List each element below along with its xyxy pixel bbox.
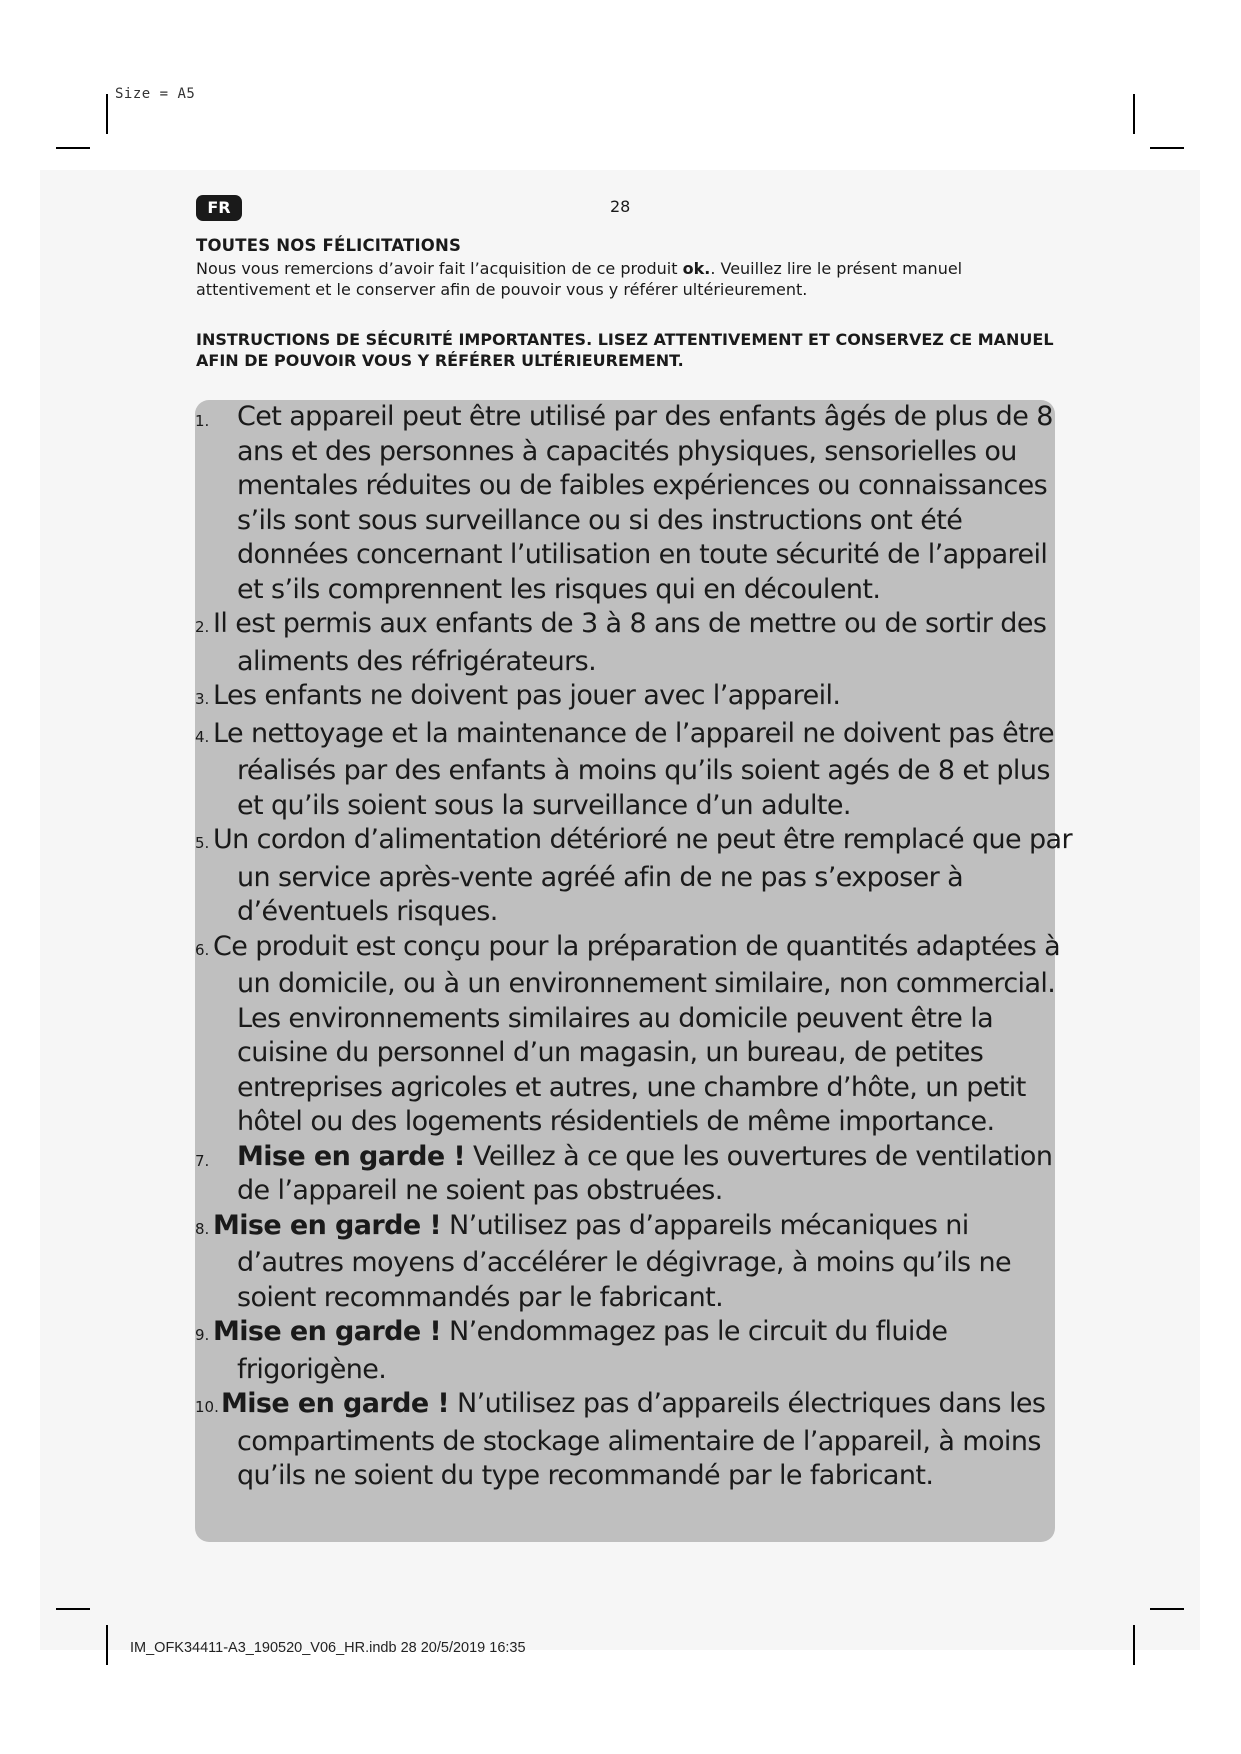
item-text: Ce produit est conçu pour la préparation de quantités adaptées à un domicile, ou à un environnement similaire, non commercial. Les environnements similaires au domicile peuvent être la cuisine du personnel d’un magasin, un bureau, de petites entreprises agricoles et autres, une chambre d’hôte, un petit hôtel ou des logements résidentiels de même importance. (213, 930, 1061, 1137)
safety-item (195, 607, 1075, 679)
safety-item (195, 1315, 1075, 1387)
crop-mark-bottom-right-horizontal (1150, 1608, 1184, 1610)
item-number: 6. (195, 940, 210, 959)
item-number: 1. (195, 412, 210, 430)
crop-mark-top-right-vertical (1133, 94, 1135, 134)
crop-mark-top-right-horizontal (1150, 147, 1184, 149)
safety-instructions-list (195, 400, 1075, 1494)
crop-mark-top-left-horizontal (56, 147, 90, 149)
size-label: Size = A5 (115, 86, 196, 102)
item-number: 7. (195, 1151, 210, 1170)
safety-item (195, 1140, 1075, 1209)
safety-item (195, 1387, 1075, 1494)
safety-item (195, 1209, 1075, 1316)
safety-instructions-heading: INSTRUCTIONS DE SÉCURITÉ IMPORTANTES. LISEZ ATTENTIVEMENT ET CONSERVEZ CE MANUEL AFIN DE POUVOIR VOUS Y RÉFÉRER ULTÉRIEUREMENT. (196, 330, 1054, 370)
item-number: 10. (195, 1398, 219, 1416)
safety-item (195, 679, 1075, 717)
intro-text-after: . Veuillez lire le présent manuel attentivement et le conserver afin de pouvoir vous y référer ultérieurement. (196, 259, 963, 299)
brand-name: ok. (682, 259, 711, 278)
congratulations-title: TOUTES NOS FÉLICITATIONS (196, 236, 462, 255)
intro-text-before: Nous vous remercions d’avoir fait l’acquisition de ce produit (196, 259, 683, 278)
safety-item (195, 400, 1075, 607)
crop-mark-bottom-left-horizontal (56, 1608, 90, 1610)
item-number: 9. (195, 1326, 210, 1344)
warning-label: Mise en garde ! (237, 1140, 466, 1172)
item-text: N’endommagez pas le circuit du fluide frigorigène. (237, 1316, 948, 1385)
intro-paragraph (196, 258, 1056, 300)
language-badge: FR (196, 195, 242, 221)
item-number: 3. (195, 690, 210, 708)
warning-label: Mise en garde ! (221, 1388, 450, 1419)
item-text: Les enfants ne doivent pas jouer avec l’appareil. (213, 680, 841, 711)
crop-mark-bottom-left-vertical (106, 1625, 108, 1665)
item-text: N’utilisez pas d’appareils électriques dans les compartiments de stockage alimentaire de l’appareil, à moins qu’ils ne soient du type recommandé par le fabricant. (237, 1388, 1046, 1491)
item-number: 2. (195, 618, 210, 636)
crop-mark-top-left-vertical (106, 94, 108, 134)
item-number: 8. (195, 1219, 210, 1238)
warning-label: Mise en garde ! (213, 1209, 442, 1241)
safety-item (195, 930, 1075, 1140)
item-text: Le nettoyage et la maintenance de l’appareil ne doivent pas être réalisés par des enfants à moins qu’ils soient agés de 8 et plus et qu’ils soient sous la surveillance d’un adulte. (213, 717, 1054, 821)
print-slug-footer: IM_OFK34411-A3_190520_V06_HR.indb 28 20/5/2019 16:35 (130, 1640, 526, 1656)
item-text: Cet appareil peut être utilisé par des enfants âgés de plus de 8 ans et des personnes à capacités physiques, sensorielles ou mentales réduites ou de faibles expériences ou connaissances s’ils sont sous surveillance ou si des instructions ont été données concernant l’utilisation en toute sécurité de l’appareil et s’ils comprennent les risques qui en découlent. (237, 401, 1053, 605)
item-number: 4. (195, 727, 210, 746)
page-number: 28 (610, 197, 631, 216)
item-text: N’utilisez pas d’appareils mécaniques ni d’autres moyens d’accélérer le dégivrage, à moins qu’ils ne soient recommandés par le fabricant. (237, 1209, 1012, 1313)
crop-mark-bottom-right-vertical (1133, 1625, 1135, 1665)
item-text: Veillez à ce que les ouvertures de ventilation de l’appareil ne soient pas obstruées. (237, 1140, 1053, 1206)
item-text: Un cordon d’alimentation détérioré ne peut être remplacé que par un service après-vente agréé afin de ne pas s’exposer à d’éventuels risques. (213, 824, 1073, 927)
safety-item (195, 717, 1075, 824)
item-text: Il est permis aux enfants de 3 à 8 ans de mettre ou de sortir des aliments des réfrigérateurs. (213, 608, 1047, 677)
item-number: 5. (195, 834, 210, 852)
warning-label: Mise en garde ! (213, 1316, 442, 1347)
safety-item (195, 823, 1075, 930)
